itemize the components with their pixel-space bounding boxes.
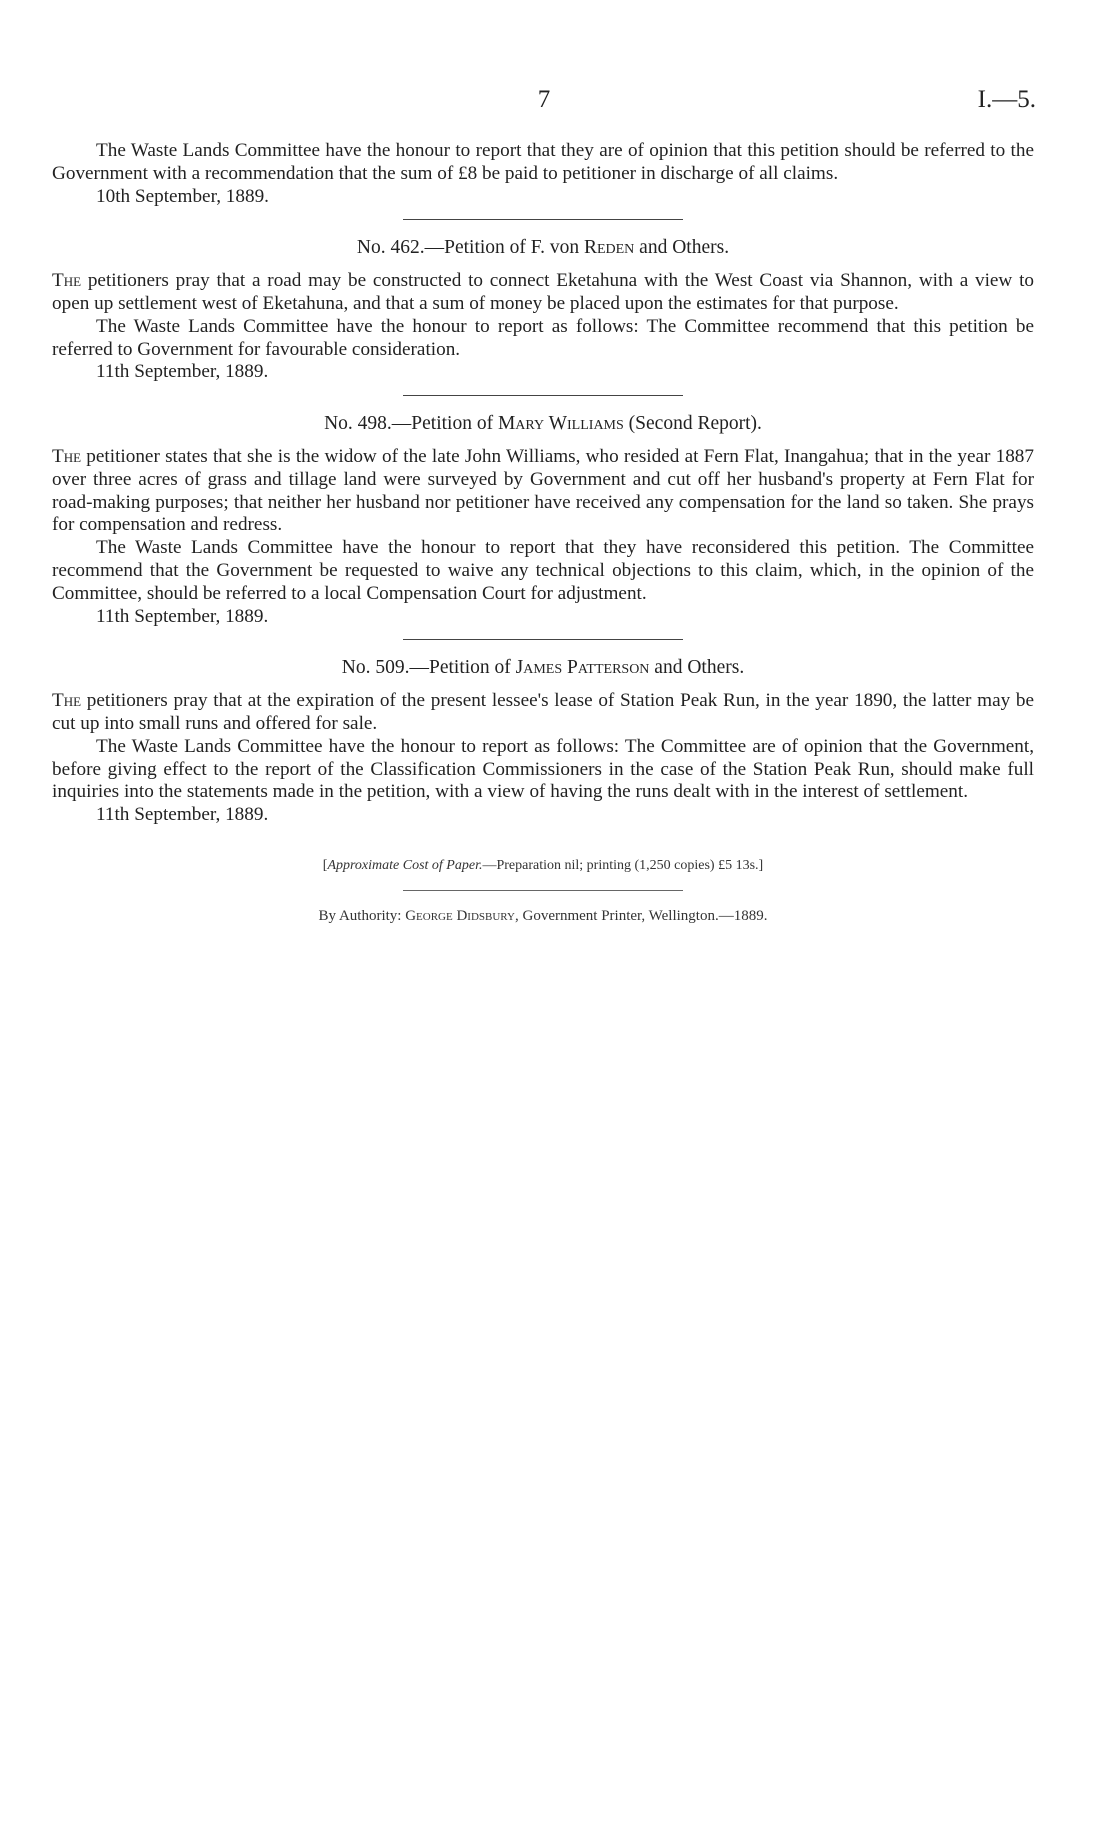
petition-prayer <box>52 446 1034 537</box>
imprint-prefix: By Authority: <box>318 907 406 924</box>
committee-report: The Waste Lands Committee have the honour to report as follows: The Committee recommend that this petition be referred to Government for favourable consideration. <box>52 315 1034 360</box>
page-content <box>52 140 1034 928</box>
prayer-lead-word: The <box>52 445 82 467</box>
petition-prayer <box>52 270 1034 316</box>
page-header <box>52 86 1036 120</box>
petition-509 <box>52 657 1034 827</box>
petition-462 <box>52 237 1034 384</box>
petition-title <box>52 657 1034 680</box>
prayer-text: petitioner states that she is the widow of the late John Williams, who resided at Fern Flat, Inangahua; that in the year 1887 over three acres of grass and tillage land were surveyed by Government and cut off her husband's property at Fern Flat for road-making purposes; that neither her husband nor petitioner have received any compensation for the land so taken. She prays for compensation and redress. <box>52 445 1034 536</box>
petition-title-suffix: and Others. <box>649 657 745 679</box>
prayer-lead-word: The <box>52 690 82 712</box>
imprint-suffix: , Government Printer, Wellington.—1889. <box>514 907 768 924</box>
section-divider <box>403 639 683 640</box>
printer-name: George Didsbury <box>405 907 515 924</box>
petitioner-name: James Patterson <box>515 657 650 679</box>
report-date: 11th September, 1889. <box>96 361 269 383</box>
petitioner-name: Reden <box>583 237 635 259</box>
committee-report: The Waste Lands Committee have the honour to report that they are of opinion that this petition should be referred to the Government with a recommendation that the sum of £8 be paid to petitioner in discharge of all claims. <box>52 140 1034 184</box>
cost-note <box>52 855 1034 878</box>
section-divider <box>403 395 683 396</box>
petition-title-suffix: (Second Report). <box>623 413 762 435</box>
report-date: 10th September, 1889. <box>96 185 269 207</box>
cost-close-bracket: ] <box>758 857 764 873</box>
footer-divider <box>403 890 683 891</box>
document-reference: I.—5. <box>977 86 1036 113</box>
committee-report: The Waste Lands Committee have the honour to report that they have reconsidered this petition. The Committee recommend that the Government be requested to waive any technical objections to this claim, which, in the opinion of the Committee, should be referred to a local Compensation Court for adjustment. <box>52 537 1034 604</box>
petition-title <box>52 237 1034 260</box>
petition-title <box>52 413 1034 436</box>
printer-imprint <box>52 905 1034 928</box>
section-divider <box>403 219 683 220</box>
prayer-lead-word: The <box>52 270 82 292</box>
petitioner-name: Mary Williams <box>497 413 624 435</box>
committee-report: The Waste Lands Committee have the honour to report as follows: The Committee are of opinion that the Government, before giving effect to the report of the Classification Commissioners in the case of the Station Peak Run, should make full inquiries into the statements made in the petition, with a view of having the runs dealt with in the interest of settlement. <box>52 735 1034 803</box>
petition-title-prefix: No. 498.—Petition of <box>324 413 498 435</box>
petition-title-suffix: and Others. <box>634 237 730 259</box>
prayer-text: petitioners pray that at the expiration of the present lessee's lease of Station Peak Run, in the year 1890, the latter may be cut up into small runs and offered for sale. <box>52 690 1034 734</box>
report-date: 11th September, 1889. <box>96 605 269 627</box>
cost-text: —Preparation nil; printing (1,250 copies) £5 13s. <box>482 857 759 873</box>
cost-open-bracket: [ <box>322 857 328 873</box>
cost-label: Approximate Cost of Paper. <box>327 857 483 873</box>
petition-prayer <box>52 690 1034 736</box>
petition-498 <box>52 413 1034 628</box>
intro-section <box>52 140 1034 208</box>
report-date: 11th September, 1889. <box>96 804 269 826</box>
petition-title-prefix: No. 462.—Petition of F. von <box>356 237 584 259</box>
petition-title-prefix: No. 509.—Petition of <box>341 657 516 679</box>
prayer-text: petitioners pray that a road may be constructed to connect Eketahuna with the West Coast via Shannon, with a view to open up settlement west of Eketahuna, and that a sum of money be placed upon the estimates for that purpose. <box>52 270 1034 314</box>
page-number: 7 <box>537 86 551 113</box>
